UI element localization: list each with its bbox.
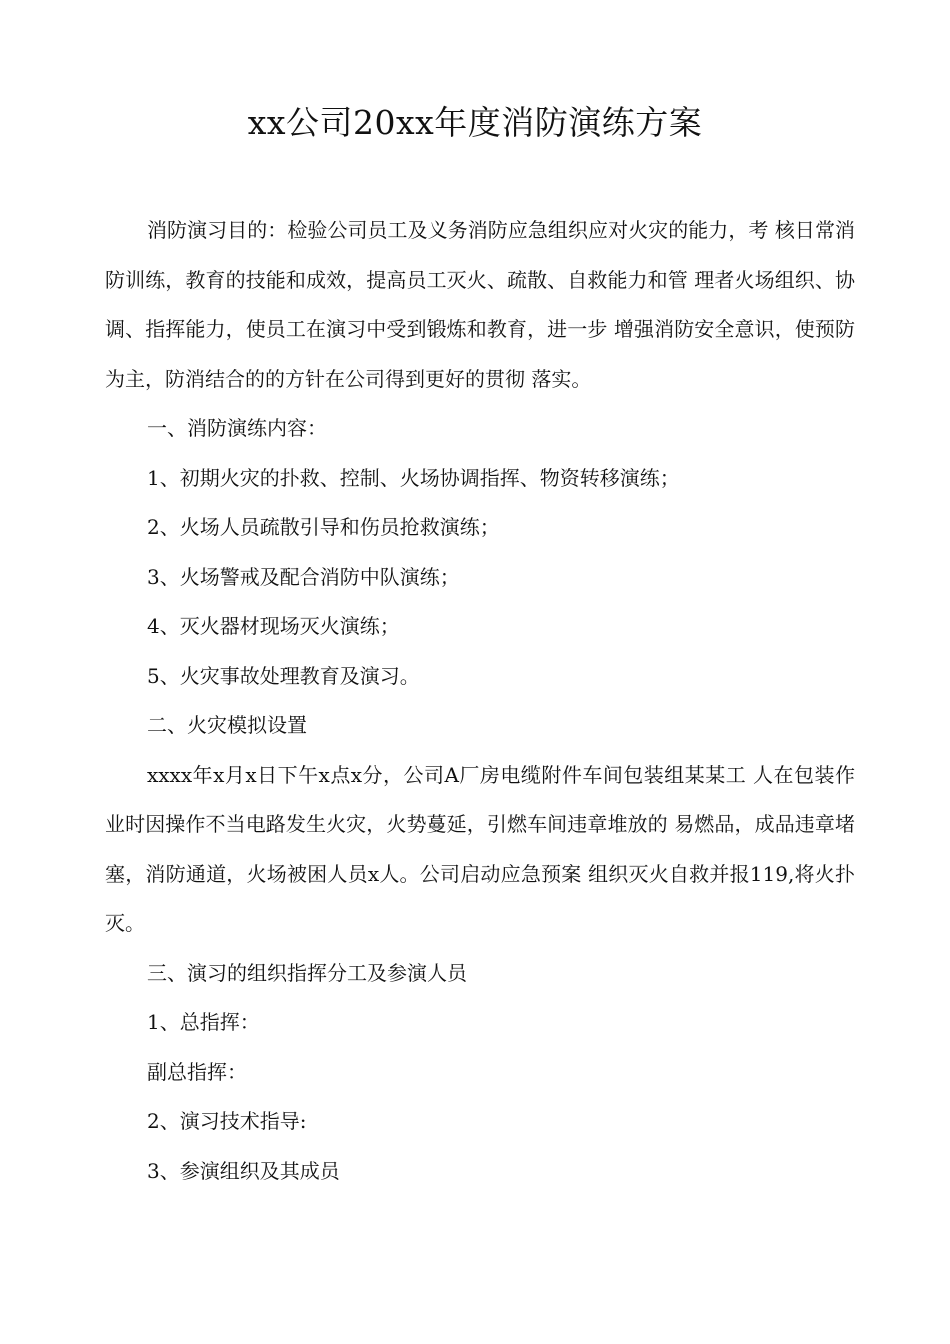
list-item: 2、演习技术指导:	[147, 1109, 307, 1133]
section-heading-fire-simulation: 二、火灾模拟设置	[147, 713, 307, 737]
section-heading-organization: 三、演习的组织指挥分工及参演人员	[147, 960, 467, 985]
scenario-paragraph: xxxx年x月x日下午x点x分，公司A厂房电缆附件车间包装组某某工 人在包装作业时因操作不当电路发生火灾，火势蔓延，引燃车间违章堆放的 易燃品，成品违章堵塞，消防通道，火场被困人员x人。公司启动应急预案 组织灭火自救并报119,将火扑灭。	[105, 762, 855, 935]
list-item: 4、灭火器材现场灭火演练；	[147, 614, 400, 638]
section-heading-drill-content: 一、消防演练内容：	[147, 416, 327, 440]
purpose-paragraph: 消防演习目的：检验公司员工及义务消防应急组织应对火灾的能力，考 核日常消防训练，教育的技能和成效，提高员工灭火、疏散、自救能力和管 理者火场组织、协调、指挥能力，使员工在演习中受到锻炼和教育，进一步 增强消防安全意识，使预防为主，防消结合的的方针在公司得到更好的贯彻 落实。	[105, 218, 855, 391]
list-item: 副总指挥：	[147, 1059, 247, 1084]
list-item: 3、火场警戒及配合消防中队演练；	[147, 564, 460, 589]
list-item: 1、初期火灾的扑救、控制、火场协调指挥、物资转移演练；	[147, 465, 680, 490]
document-body	[105, 206, 855, 1196]
list-item: 5、火灾事故处理教育及演习。	[147, 663, 420, 688]
list-item: 3、参演组织及其成员	[147, 1158, 340, 1183]
list-item: 2、火场人员疏散引导和伤员抢救演练；	[147, 515, 500, 539]
document-title: xx公司20xx年度消防演练方案	[247, 103, 703, 142]
list-item: 1、总指挥：	[147, 1010, 260, 1034]
